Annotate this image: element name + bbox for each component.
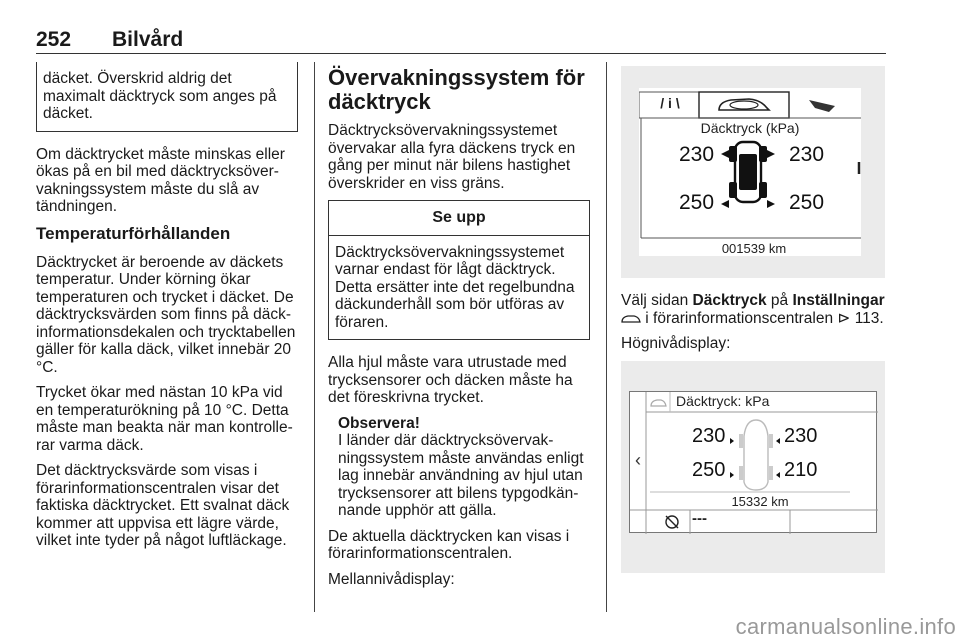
display-graphics <box>639 88 861 256</box>
watermark: carmanualsonline.info <box>735 614 956 639</box>
note-body: I länder där däcktrycksövervakningssystem måste användas enligt lag innebär användning av hjul utan trycksensorer att bilens typgodkännande upphör att gälla. <box>338 432 584 519</box>
warning-body: Däcktrycksövervakningssystemet varnar endast för lågt däcktryck. Detta ersätter inte det regelbundna däckunderhåll som bör utföras av föraren. <box>335 243 575 331</box>
text-run: på <box>766 292 793 309</box>
car-icon <box>651 400 666 406</box>
display-title: Däcktryck (kPa) <box>700 120 800 136</box>
pressure-rear-left: 250 <box>692 458 726 481</box>
tire-pressure-icon <box>666 516 678 528</box>
column-divider <box>606 62 607 612</box>
subsection-heading: Temperaturförhållanden <box>36 223 231 243</box>
paragraph: Trycket ökar med nästan 10 kPa vid en temperaturökning på 10 °C. Detta måste man beakta när man kontrollerar varma däck. <box>36 384 293 454</box>
pressure-rear-left: 250 <box>679 191 715 214</box>
paragraph: Det däcktrycksvärde som visas i förarinformationscentralen visar det faktiska däcktrycket. Ett svalnat däck kommer att uppvisa ett lägre värde, vilket inte tyder på något luftläckage. <box>36 462 290 549</box>
menu-name: Inställningar <box>792 292 885 309</box>
car-outline-graphic <box>730 420 780 490</box>
paragraph: Högnivådisplay: <box>621 335 731 352</box>
note-block <box>328 415 590 520</box>
continued-box <box>36 62 298 132</box>
pressure-rear-right: 210 <box>784 458 818 481</box>
warning-status-value: --- <box>692 509 707 527</box>
left-column <box>36 62 298 558</box>
text-run: Välj sidan <box>621 292 693 309</box>
page-number: 252 <box>36 28 72 51</box>
high-level-display-figure <box>621 361 885 573</box>
odometer: 001539 km <box>721 241 787 256</box>
paragraph: Alla hjul måste vara utrustade med trycksensorer och däcken måste ha det föreskrivna trycket. <box>328 354 573 406</box>
odometer: 15332 km <box>731 493 789 509</box>
paragraph: Mellannivådisplay: <box>328 570 455 588</box>
middle-column <box>328 66 590 596</box>
paragraph: Däcktrycket är beroende av däckets temperatur. Under körning ökar temperaturen och trycket i däcket. De däcktrycksvärden som finns på däckinformationsdekalen och trycktabellen gäller för kalla däck, vilket innebär 20 °C. <box>36 253 296 376</box>
paragraph <box>621 292 885 327</box>
pressure-front-left: 230 <box>692 424 726 447</box>
mid-level-display-figure <box>621 66 885 278</box>
car-icon <box>621 312 641 324</box>
display-screen <box>629 391 877 533</box>
note-title: Observera! <box>338 414 420 432</box>
section-title: Bilvård <box>112 28 184 51</box>
text-run: i förarinformationscentralen ⊳ 113. <box>641 309 884 327</box>
pressure-front-left: 230 <box>679 143 715 166</box>
tab-info-label: / i \ <box>660 95 680 111</box>
left-arrow-icon[interactable]: ‹ <box>635 449 641 470</box>
display-title: Däcktryck: kPa <box>676 392 770 409</box>
display-screen <box>639 88 861 256</box>
menu-name: Däcktryck <box>692 292 767 309</box>
pressure-front-right: 230 <box>789 143 825 166</box>
column-divider <box>314 62 315 612</box>
pressure-front-right: 230 <box>784 424 818 447</box>
warning-title: Se upp <box>329 201 589 236</box>
display-graphics <box>630 392 878 534</box>
paragraph: De aktuella däcktrycken kan visas i förarinformationscentralen. <box>328 527 570 562</box>
wrench-car-icon <box>809 100 835 112</box>
page-header <box>36 28 886 54</box>
right-column <box>621 66 885 573</box>
tire-position-graphic <box>721 142 775 208</box>
section-heading: Övervakningssystem för däcktryck <box>328 65 585 114</box>
warning-box <box>328 200 590 340</box>
continued-box-text: däcket. Överskrid aldrig det maximalt däcktryck som anges på däcket. <box>43 70 277 122</box>
pressure-rear-right: 250 <box>789 191 825 214</box>
paragraph: Däcktrycksövervakningssystemet övervakar alla fyra däckens tryck en gång per minut när bilens hastighet överskrider en viss gräns. <box>328 122 576 192</box>
paragraph: Om däcktrycket måste minskas eller ökas på en bil med däcktrycksövervakningssystem måste du slå av tändningen. <box>36 145 285 215</box>
